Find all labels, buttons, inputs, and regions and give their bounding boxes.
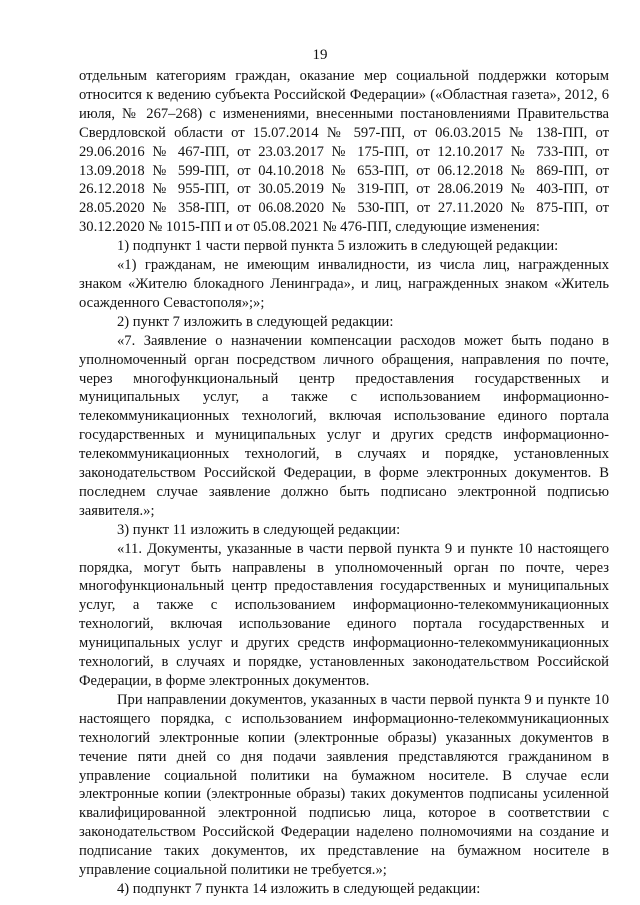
paragraph-item-4-heading: 4) подпункт 7 пункта 14 изложить в следующей редакции: bbox=[117, 880, 481, 897]
paragraph-item-2-heading: 2) пункт 7 изложить в следующей редакции: bbox=[117, 313, 394, 330]
paragraph-item-3-text: «11. Документы, указанные в части первой пункта 9 и пункте 10 настоящего порядка, могут быть направлены в уполномоченный орган по почте, через многофункциональный центр предоставления государственных и муниципальных услуг, а также с использованием информационно-телекоммуникационных технологий, включая использование единого портала государственных и муниципальных услуг и других средств информационно-телекоммуникационных технологий, в случаях и порядке, установленных законодательством Российской Федерации, в форме электронных документов. bbox=[79, 540, 609, 689]
paragraph-item-3-heading: 3) пункт 11 изложить в следующей редакции: bbox=[117, 521, 401, 538]
paragraph-item-1-heading: 1) подпункт 1 части первой пункта 5 изложить в следующей редакции: bbox=[117, 238, 559, 255]
paragraph-item-1-text: «1) гражданам, не имеющим инвалидности, из числа лиц, награжденных знаком «Жителю блокадного Ленинграда», и лиц, награжденных знаком «Житель осажденного Севастополя»;»; bbox=[79, 257, 609, 311]
paragraph-item-2-text: «7. Заявление о назначении компенсации расходов может быть подано в уполномоченный орган посредством личного обращения, направления по почте, через многофункциональный центр предоставления государственных и муниципальных услуг, а также с использованием информационно-телекоммуникационных технологий, включая использование единого портала государственных и муниципальных услуг и других средств информационно-телекоммуникационных технологий, в случаях и порядке, установленных законодательством Российской Федерации, в форме электронных документов. В последнем случае заявление должно быть подписано электронной подписью заявителя.»; bbox=[79, 332, 609, 519]
page-number: 19 bbox=[312, 47, 328, 63]
paragraph-item-3-continuation: При направлении документов, указанных в части первой пункта 9 и пункте 10 настоящего порядка, с использованием информационно-телекоммуникационных технологий электронные копии (электронные образы) указанных документов в течение пяти дней со дня подачи заявления представляются гражданином в управление социальной политики на бумажном носителе. В случае если электронные копии (электронные образы) таких документов подписаны усиленной квалифицированной электронной подписью лица, которое в соответствии с законодательством Российской Федерации наделено полномочиями на создание и подписание таких документов, их представление на бумажном носителе в управление социальной политики не требуется.»; bbox=[79, 691, 609, 879]
paragraph-intro: отдельным категориям граждан, оказание мер социальной поддержки которым относится к ведению субъекта Российской Федерации» («Областная газета», 2012, 6 июля, № 267–268) с изменениями, внесенными постановлениями Правительства Свердловской области от 15.07.2014 № 597-ПП, от 06.03.2015 № 138-ПП, от 29.06.2016 № 467-ПП, от 23.03.2017 № 175-ПП, от 12.10.2017 № 733-ПП, от 13.09.2018 № 599-ПП, от 04.10.2018 № 653-ПП, от 06.12.2018 № 869-ПП, от 26.12.2018 № 955-ПП, от 30.05.2019 № 319-ПП, от 28.06.2019 № 403-ПП, от 28.05.2020 № 358-ПП, от 06.08.2020 № 530-ПП, от 27.11.2020 № 875-ПП, от 30.12.2020 № 1015-ПП и от 05.08.2021 № 476-ПП, следующие изменения: bbox=[79, 68, 609, 236]
document-body bbox=[79, 67, 609, 899]
